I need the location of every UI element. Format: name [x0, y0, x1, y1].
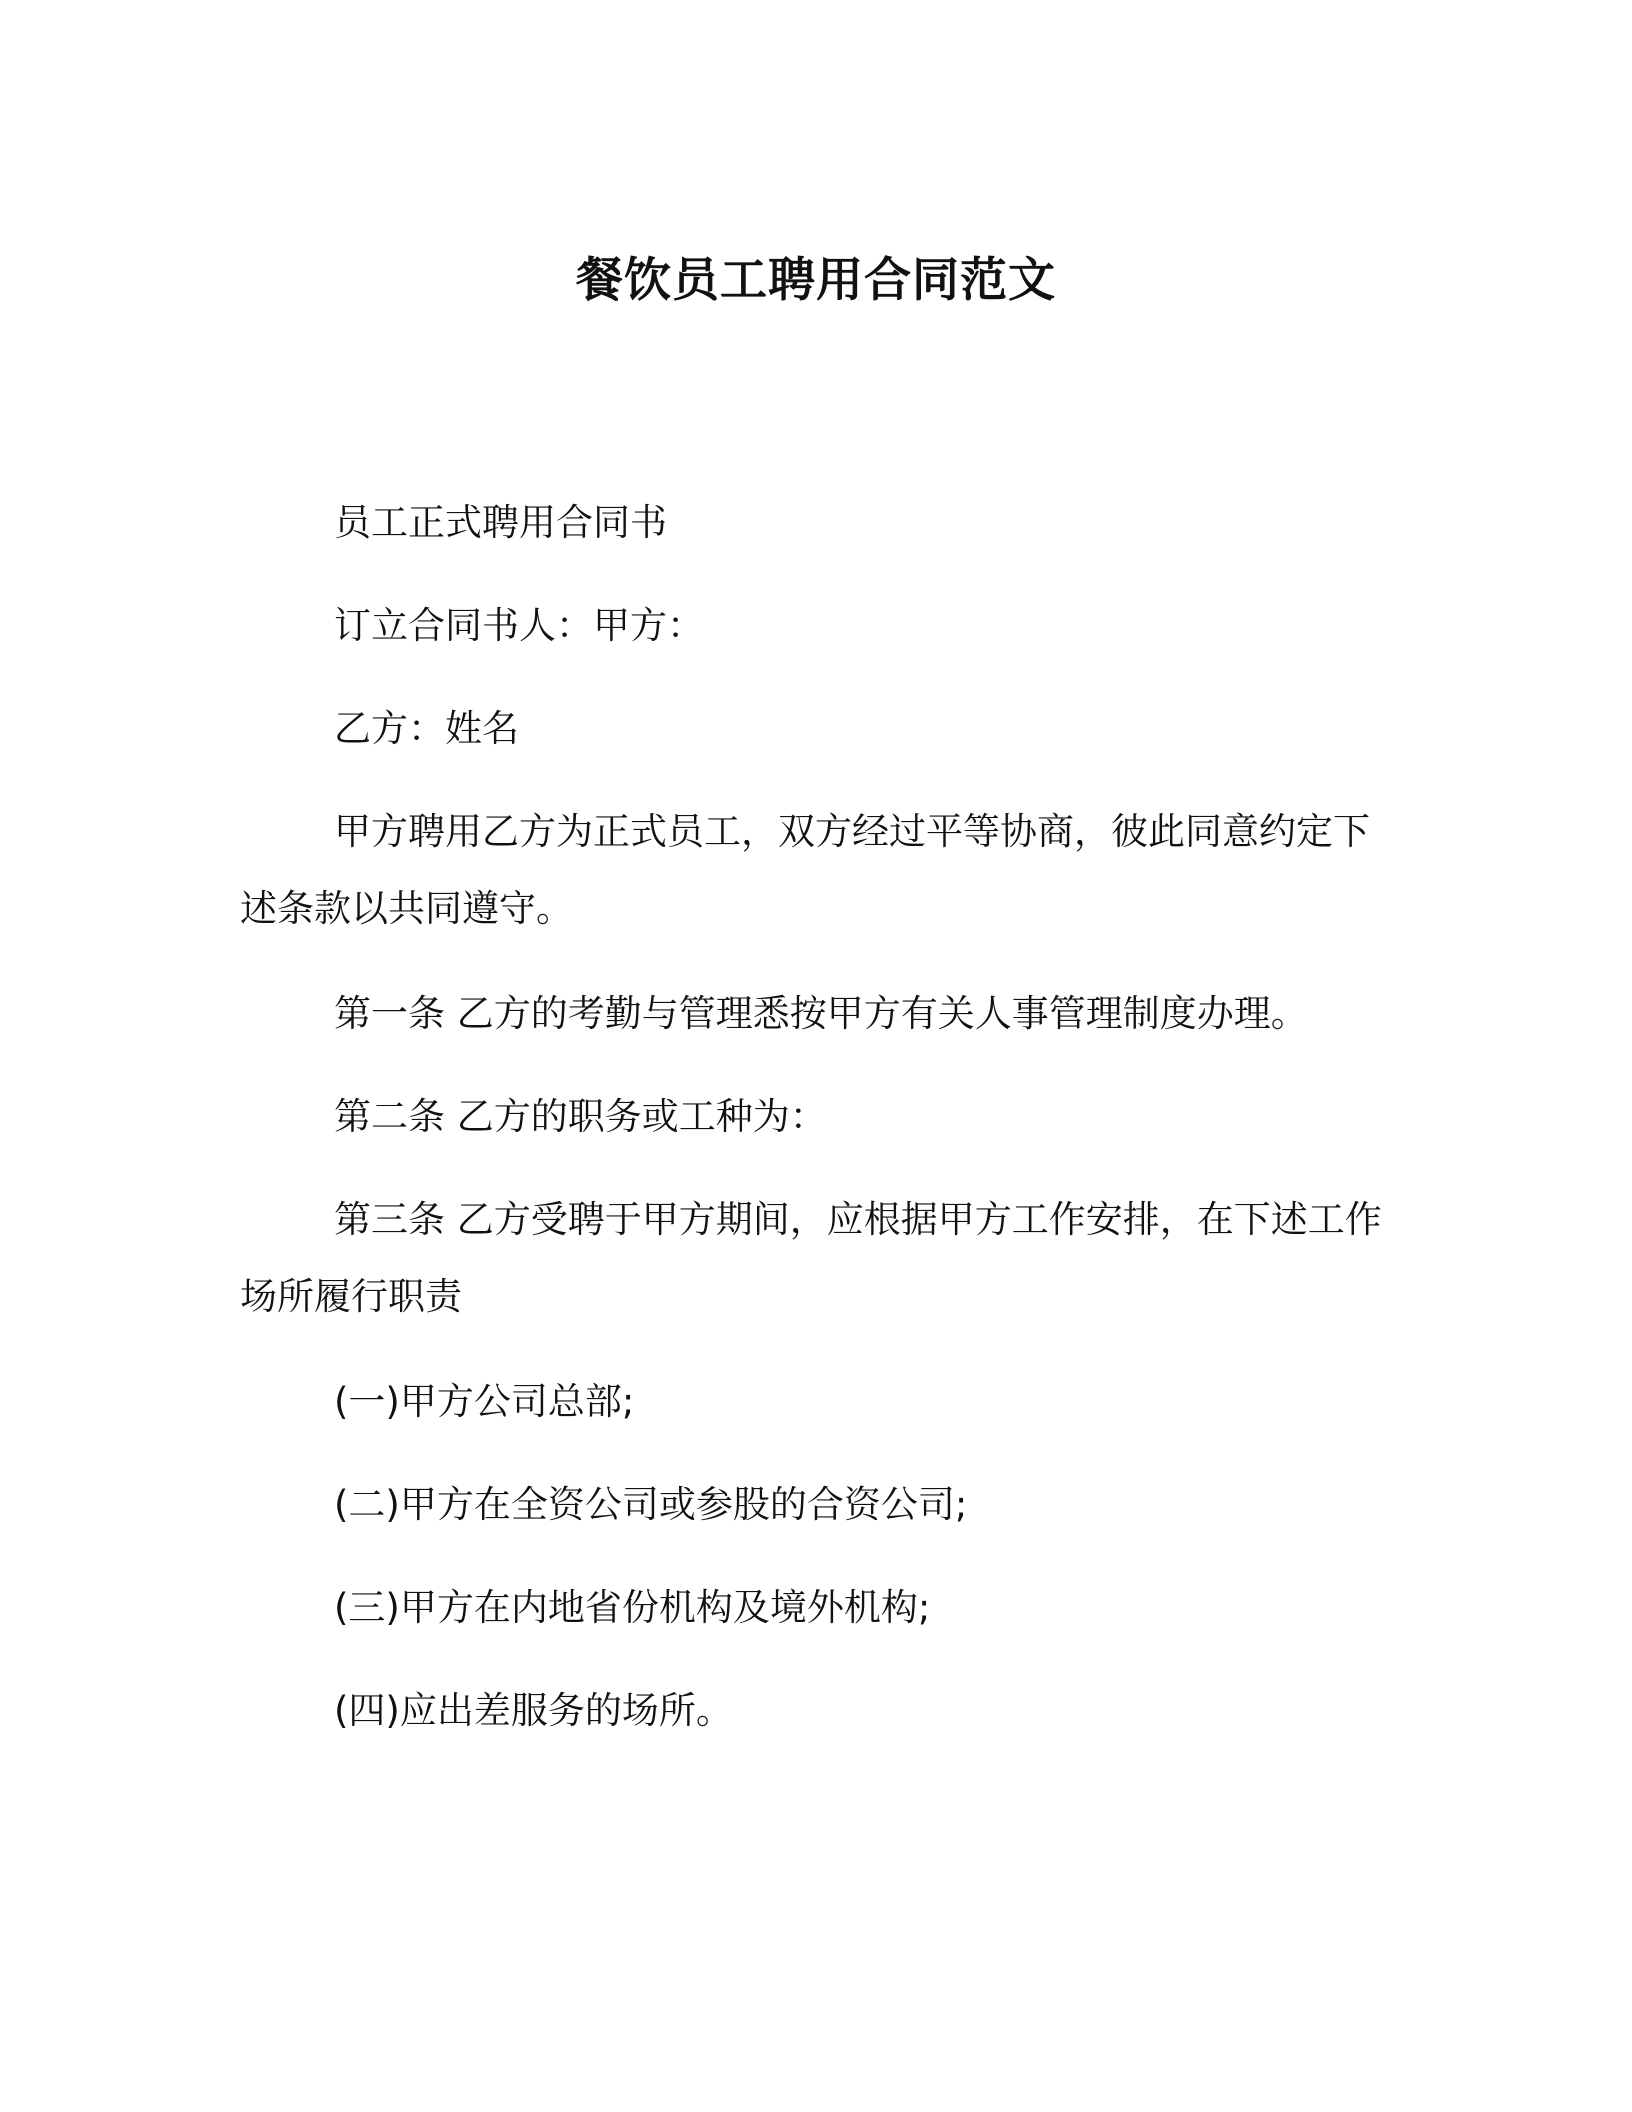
- paragraph-item-2: (二)甲方在全资公司或参股的合资公司;: [334, 1483, 968, 1526]
- paragraph-agreement: 甲方聘用乙方为正式员工，双方经过平等协商，彼此同意约定下述条款以共同遵守。: [240, 810, 1370, 930]
- paragraph-party-b: 乙方：姓名: [334, 707, 519, 750]
- paragraph-item-4: (四)应出差服务的场所。: [334, 1689, 733, 1732]
- paragraph-article-3: 第三条 乙方受聘于甲方期间，应根据甲方工作安排，在下述工作场所履行职责: [240, 1198, 1382, 1318]
- paragraph-article-2: 第二条 乙方的职务或工种为：: [334, 1095, 827, 1138]
- paragraph-article-1: 第一条 乙方的考勤与管理悉按甲方有关人事管理制度办理。: [334, 992, 1308, 1035]
- paragraph-item-1: (一)甲方公司总部;: [334, 1380, 635, 1423]
- paragraph-contract-heading: 员工正式聘用合同书: [334, 501, 667, 544]
- paragraph-party-a: 订立合同书人：甲方：: [334, 604, 704, 647]
- document-title: 餐饮员工聘用合同范文: [576, 253, 1056, 309]
- paragraph-item-3: (三)甲方在内地省份机构及境外机构;: [334, 1586, 931, 1629]
